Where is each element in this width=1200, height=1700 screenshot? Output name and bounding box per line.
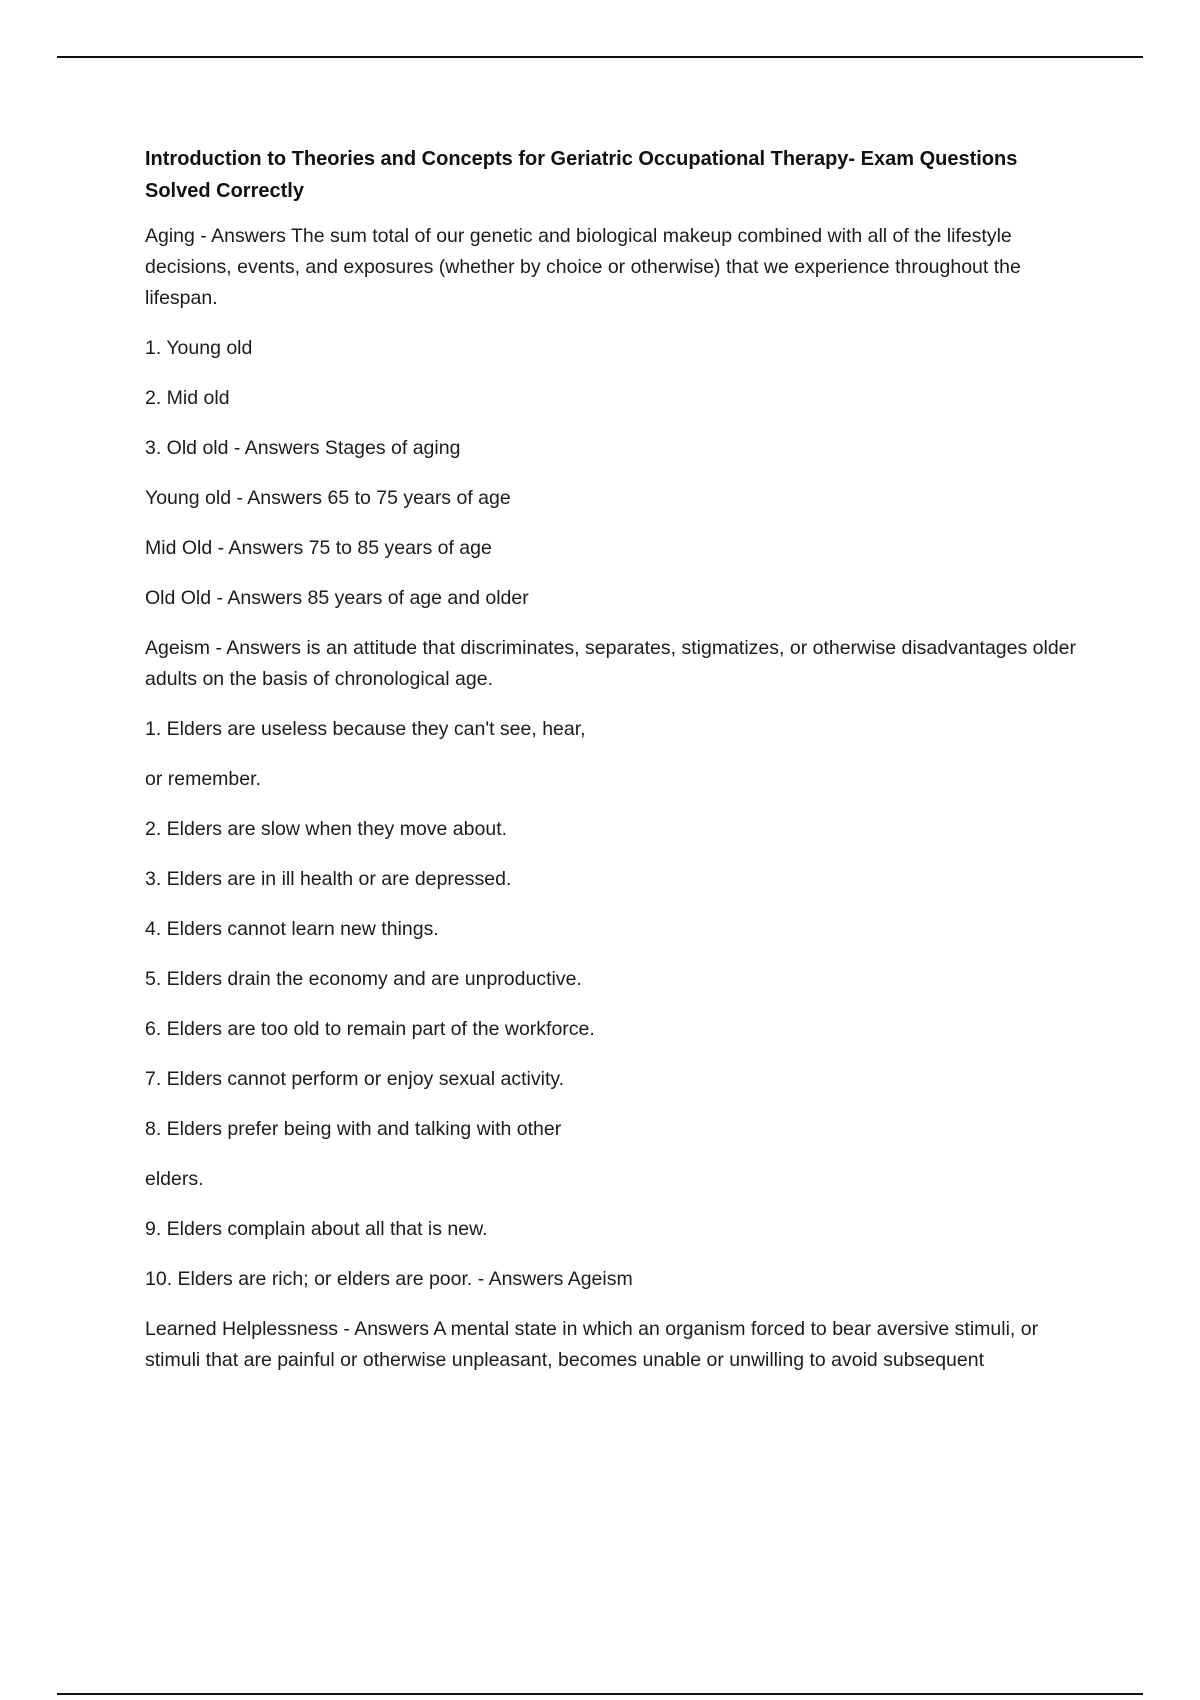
list-item: 2. Mid old xyxy=(145,387,230,409)
list-item: or remember. xyxy=(145,768,261,790)
header-rule xyxy=(57,56,1143,58)
paragraph-learned-helplessness: Learned Helplessness - Answers A mental state in which an organism forced to bear aversive stimuli, or stimuli that are painful or otherwise unpleasant, becomes unable or unwilling to avoid subsequent xyxy=(145,1318,1039,1371)
list-item: 3. Old old - Answers Stages of aging xyxy=(145,437,461,459)
document-body xyxy=(145,143,1080,1395)
document-title: Introduction to Theories and Concepts for Geriatric Occupational Therapy- Exam Questions Solved Correctly xyxy=(145,148,1018,202)
paragraph-old-old: Old Old - Answers 85 years of age and older xyxy=(145,587,529,609)
paragraph-ageism: Ageism - Answers is an attitude that discriminates, separates, stigmatizes, or otherwise disadvantages older adults on the basis of chronological age. xyxy=(145,637,1077,690)
paragraph-mid-old: Mid Old - Answers 75 to 85 years of age xyxy=(145,537,492,559)
list-item: 9. Elders complain about all that is new. xyxy=(145,1218,488,1240)
list-item: 1. Young old xyxy=(145,337,253,359)
list-item: 1. Elders are useless because they can't see, hear, xyxy=(145,718,586,740)
list-item: 6. Elders are too old to remain part of the workforce. xyxy=(145,1018,595,1040)
list-item: 4. Elders cannot learn new things. xyxy=(145,918,439,940)
footer-rule xyxy=(57,1693,1143,1695)
list-item: elders. xyxy=(145,1168,204,1190)
list-item: 2. Elders are slow when they move about. xyxy=(145,818,508,840)
list-item: 3. Elders are in ill health or are depressed. xyxy=(145,868,512,890)
paragraph-young-old: Young old - Answers 65 to 75 years of age xyxy=(145,487,511,509)
list-item: 5. Elders drain the economy and are unproductive. xyxy=(145,968,582,990)
paragraph-aging: Aging - Answers The sum total of our genetic and biological makeup combined with all of the lifestyle decisions, events, and exposures (whether by choice or otherwise) that we experience throughout the lifespan. xyxy=(145,225,1021,309)
list-item: 10. Elders are rich; or elders are poor. - Answers Ageism xyxy=(145,1268,633,1290)
list-item: 8. Elders prefer being with and talking with other xyxy=(145,1118,562,1140)
list-item: 7. Elders cannot perform or enjoy sexual activity. xyxy=(145,1068,565,1090)
